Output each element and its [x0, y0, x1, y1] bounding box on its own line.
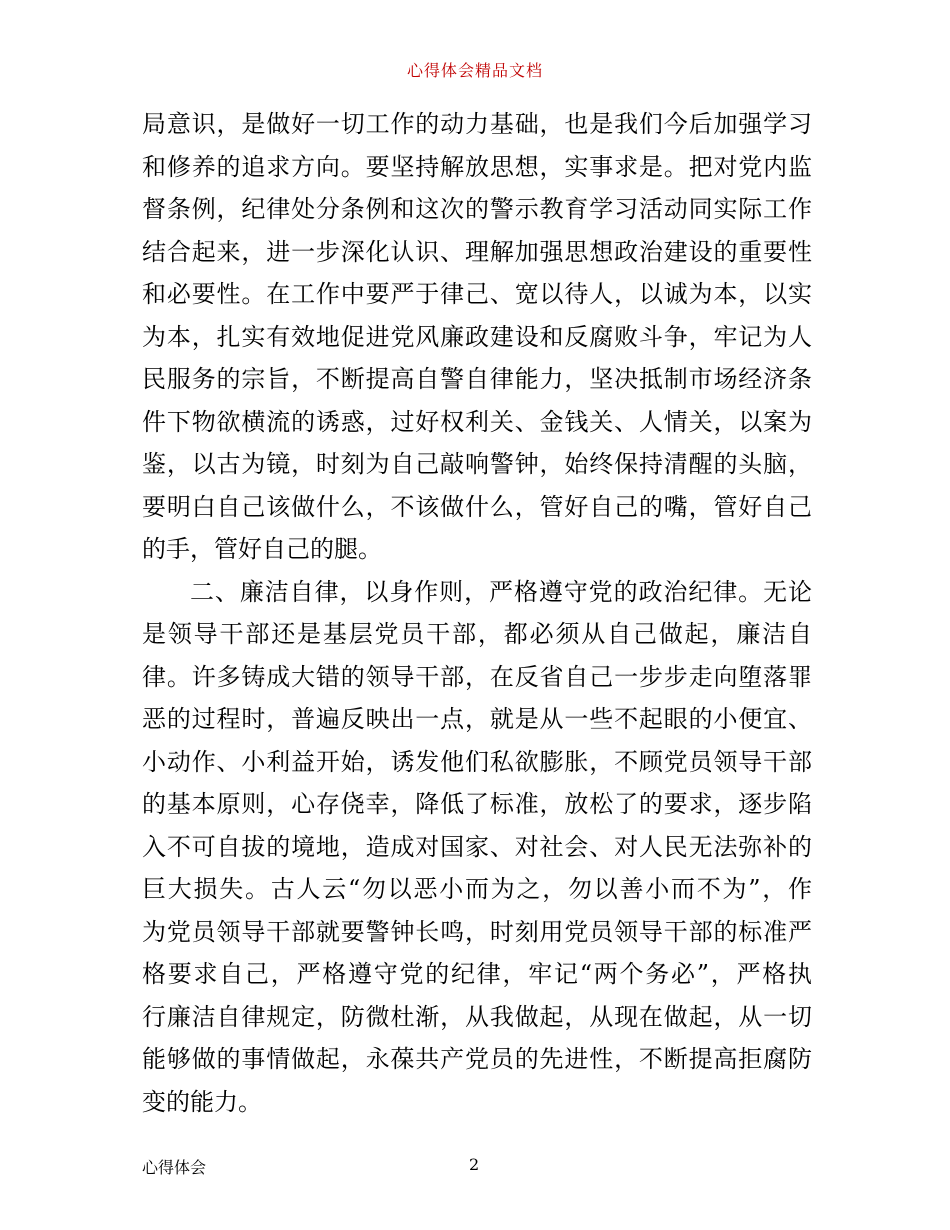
text-line: 的手，管好自己的腿。	[142, 535, 382, 563]
text-line: 民服务的宗旨，不断提高自警自律能力，坚决抵制市场经济条	[142, 365, 812, 393]
document-body	[142, 103, 812, 1123]
text-line: 和必要性。在工作中要严于律己、宽以待人，以诚为本，以实	[142, 280, 812, 308]
text-line: 变的能力。	[142, 1087, 262, 1116]
text-line: 局意识，是做好一切工作的动力基础，也是我们今后加强学习	[142, 110, 812, 138]
text-line: 件下物欲横流的诱惑，过好权利关、金钱关、人情关，以案为	[142, 407, 812, 436]
text-line: 结合起来，进一步深化认识、理解加强思想政治建设的重要性	[142, 237, 812, 266]
document-header-title: 心得体会精品文档	[406, 61, 543, 80]
text-line: 和修养的追求方向。要坚持解放思想，实事求是。把对党内监	[142, 152, 812, 181]
text-line: 能够做的事情做起，永葆共产党员的先进性，不断提高拒腐防	[142, 1045, 812, 1073]
text-line: 督条例，纪律处分条例和这次的警示教育学习活动同实际工作	[142, 195, 812, 223]
text-line: 的基本原则，心存侥幸，降低了标准，放松了的要求，逐步陷	[142, 790, 812, 818]
page-number: 2	[469, 1155, 480, 1174]
text-line: 鉴，以古为镜，时刻为自己敲响警钟，始终保持清醒的头脑，	[142, 450, 812, 478]
paragraph	[142, 571, 812, 1124]
footer-label: 心得体会	[142, 1158, 207, 1177]
text-line: 入不可自拔的境地，造成对国家、对社会、对人民无法弥补的	[142, 832, 812, 861]
text-line: 行廉洁自律规定，防微杜渐，从我做起，从现在做起，从一切	[142, 1002, 812, 1031]
text-line: 二、廉洁自律，以身作则，严格遵守党的政治纪律。无论	[190, 577, 812, 606]
text-line: 恶的过程时，普遍反映出一点，就是从一些不起眼的小便宜、	[142, 705, 812, 733]
paragraph	[142, 103, 812, 571]
text-line: 巨大损失。古人云“勿以恶小而为之，勿以善小而不为”，作	[142, 875, 812, 903]
text-line: 是领导干部还是基层党员干部，都必须从自己做起，廉洁自	[142, 620, 812, 648]
text-line: 为本，扎实有效地促进党风廉政建设和反腐败斗争，牢记为人	[142, 322, 812, 351]
text-line: 律。许多铸成大错的领导干部，在反省自己一步步走向堕落罪	[142, 662, 812, 691]
text-line: 为党员领导干部就要警钟长鸣，时刻用党员领导干部的标准严	[142, 917, 812, 946]
text-line: 格要求自己，严格遵守党的纪律，牢记“两个务必”，严格执	[142, 960, 812, 988]
text-line: 小动作、小利益开始，诱发他们私欲膨胀，不顾党员领导干部	[142, 747, 812, 776]
text-line: 要明白自己该做什么，不该做什么，管好自己的嘴，管好自己	[142, 492, 812, 521]
